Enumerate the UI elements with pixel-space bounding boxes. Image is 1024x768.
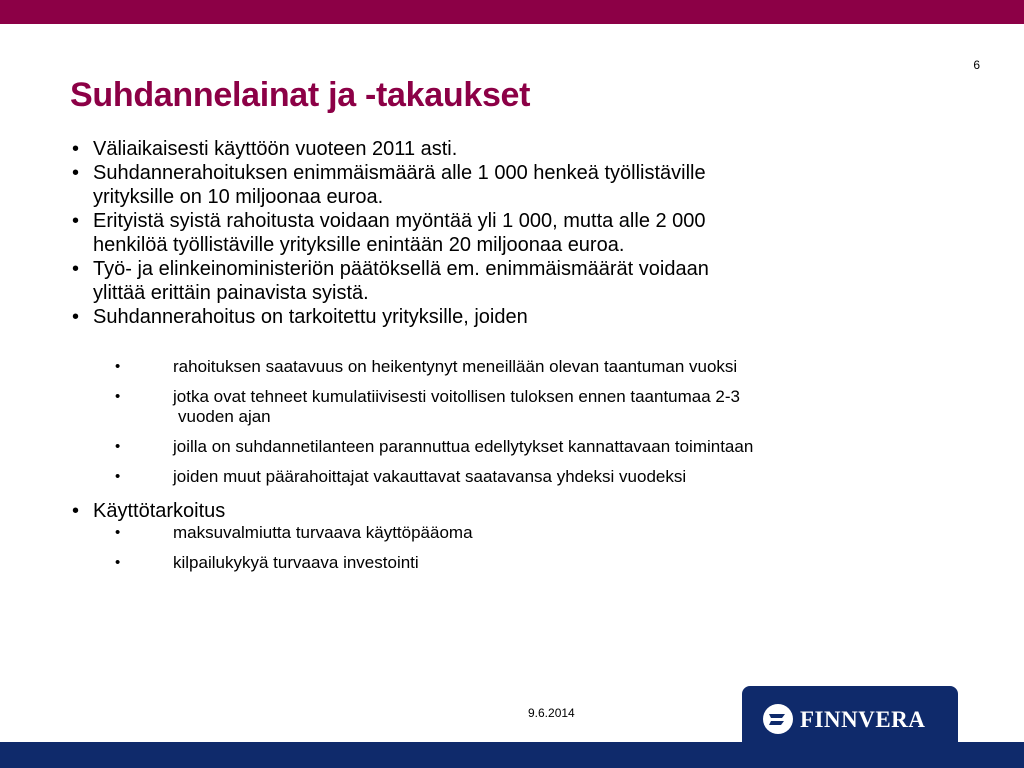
page-number: 6 (973, 58, 980, 72)
sub-bullet-text: rahoituksen saatavuus on heikentynyt meneillään olevan taantuman vuoksi (173, 357, 738, 376)
sub-bullet-text: kilpailukykyä turvaava investointi (173, 553, 419, 572)
sub-bullet-text: joilla on suhdannetilanteen parannuttua edellytykset kannattavaan toimintaan (173, 437, 754, 456)
logo-text: FINNVERA (800, 707, 926, 732)
sub-bullet-list (70, 357, 970, 487)
bullet-text: Suhdannerahoituksen enimmäismäärä alle 1 000 henkeä työllistäville (93, 162, 706, 184)
sub-bullet-text: jotka ovat tehneet kumulatiivisesti voitollisen tuloksen ennen taantumaa 2-3 (173, 387, 741, 406)
sub-bullet-text-continued: vuoden ajan (178, 407, 271, 426)
slide-content (70, 137, 970, 583)
sub-bullet-item (70, 437, 970, 457)
sub-bullet-text: joiden muut päärahoittajat vakauttavat saatavansa yhdeksi vuodeksi (173, 467, 687, 486)
sub-bullet-text: maksuvalmiutta turvaava käyttöpääoma (173, 523, 473, 542)
bullet-list (70, 499, 970, 523)
bullet-text: Väliaikaisesti käyttöön vuoteen 2011 asti. (93, 138, 458, 160)
bullet-item (70, 499, 970, 523)
bullet-item (70, 209, 970, 257)
bullet-text: Työ- ja elinkeinoministeriön päätöksellä em. enimmäismäärät voidaan (93, 258, 709, 280)
sub-bullet-item (70, 387, 970, 427)
bullet-item (70, 305, 970, 329)
slide-title: Suhdannelainat ja -takaukset (70, 76, 531, 114)
finnvera-logo (742, 686, 958, 756)
bullet-item (70, 137, 970, 161)
sub-bullet-item (70, 553, 970, 573)
bullet-item (70, 161, 970, 209)
bullet-text-continued: ylittää erittäin painavista syistä. (93, 282, 369, 304)
bullet-text-continued: yrityksille on 10 miljoonaa euroa. (93, 186, 384, 208)
bullet-text: Erityistä syistä rahoitusta voidaan myöntää yli 1 000, mutta alle 2 000 (93, 210, 706, 232)
sub-bullet-item (70, 357, 970, 377)
finnvera-logo-icon (762, 703, 794, 735)
bullet-text: Käyttötarkoitus (93, 500, 226, 522)
sub-bullet-item (70, 467, 970, 487)
slide-date: 9.6.2014 (528, 706, 575, 720)
sub-bullet-list (70, 523, 970, 573)
bullet-text-continued: henkilöä työllistäville yrityksille enintään 20 miljoonaa euroa. (93, 234, 625, 256)
top-accent-bar (0, 0, 1024, 24)
sub-bullet-item (70, 523, 970, 543)
bullet-text: Suhdannerahoitus on tarkoitettu yrityksille, joiden (93, 306, 528, 328)
bullet-item (70, 257, 970, 305)
bullet-list (70, 137, 970, 329)
